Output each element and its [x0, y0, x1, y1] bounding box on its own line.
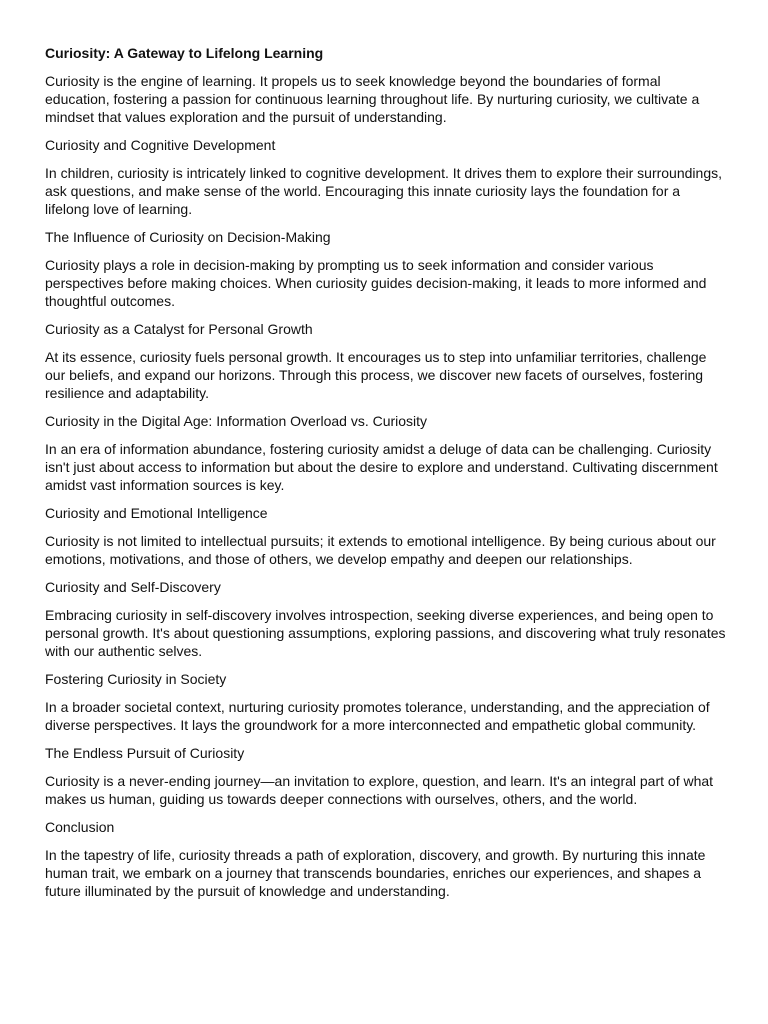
section-digital-age [45, 412, 727, 494]
section-paragraph: In the tapestry of life, curiosity threads a path of exploration, discovery, and growth. By nurturing this innate human trait, we embark on a journey that transcends boundaries, enriches our experiences, and shapes a future illuminated by the pursuit of knowledge and understanding. [45, 847, 706, 899]
section-heading: Curiosity and Cognitive Development [45, 137, 276, 153]
section-paragraph: Embracing curiosity in self-discovery involves introspection, seeking diverse experiences, and being open to personal growth. It's about questioning assumptions, exploring passions, and discovering what truly resonates with our authentic selves. [45, 607, 726, 659]
section-heading: Fostering Curiosity in Society [45, 671, 227, 687]
section-heading: Curiosity and Emotional Intelligence [45, 505, 268, 521]
section-paragraph: Curiosity is not limited to intellectual pursuits; it extends to emotional intelligence. By being curious about our emotions, motivations, and those of others, we develop empathy and deepen our relationships. [45, 533, 716, 567]
section-heading: The Endless Pursuit of Curiosity [45, 745, 245, 761]
section-heading: Curiosity as a Catalyst for Personal Growth [45, 321, 313, 337]
section-paragraph: Curiosity plays a role in decision-making by prompting us to seek information and consider various perspectives before making choices. When curiosity guides decision-making, it leads to more informed and thoughtful outcomes. [45, 257, 707, 309]
section-heading: The Influence of Curiosity on Decision-Making [45, 229, 331, 245]
section-heading: Conclusion [45, 819, 115, 835]
section-emotional-intelligence [45, 504, 727, 568]
section-heading: Curiosity and Self-Discovery [45, 579, 221, 595]
section-society [45, 670, 727, 734]
section-self-discovery [45, 578, 727, 660]
section-endless-pursuit [45, 744, 727, 808]
section-conclusion [45, 818, 727, 900]
section-paragraph: In an era of information abundance, fostering curiosity amidst a deluge of data can be challenging. Curiosity isn't just about access to information but about the desire to explore and understand. Cultivating discernment amidst vast information sources is key. [45, 441, 718, 493]
section-heading: Curiosity in the Digital Age: Information Overload vs. Curiosity [45, 413, 428, 429]
section-cognitive-development [45, 136, 727, 218]
section-paragraph: In children, curiosity is intricately linked to cognitive development. It drives them to explore their surroundings, ask questions, and make sense of the world. Encouraging this innate curiosity lays the foundation for a lifelong love of learning. [45, 165, 722, 217]
section-decision-making [45, 228, 727, 310]
section-paragraph: At its essence, curiosity fuels personal growth. It encourages us to step into unfamiliar territories, challenge our beliefs, and expand our horizons. Through this process, we discover new facets of ourselves, fostering resilience and adaptability. [45, 349, 707, 401]
section-paragraph: In a broader societal context, nurturing curiosity promotes tolerance, understanding, and the appreciation of diverse perspectives. It lays the groundwork for a more interconnected and empathetic global community. [45, 699, 710, 733]
document-title: Curiosity: A Gateway to Lifelong Learning [45, 45, 324, 61]
section-paragraph: Curiosity is a never-ending journey—an invitation to explore, question, and learn. It's an integral part of what makes us human, guiding us towards deeper connections with ourselves, others, and the world. [45, 773, 714, 807]
document-body [45, 44, 727, 910]
section-personal-growth [45, 320, 727, 402]
intro-paragraph: Curiosity is the engine of learning. It propels us to seek knowledge beyond the boundaries of formal education, fostering a passion for continuous learning throughout life. By nurturing curiosity, we cultivate a mindset that values exploration and the pursuit of understanding. [45, 73, 700, 125]
